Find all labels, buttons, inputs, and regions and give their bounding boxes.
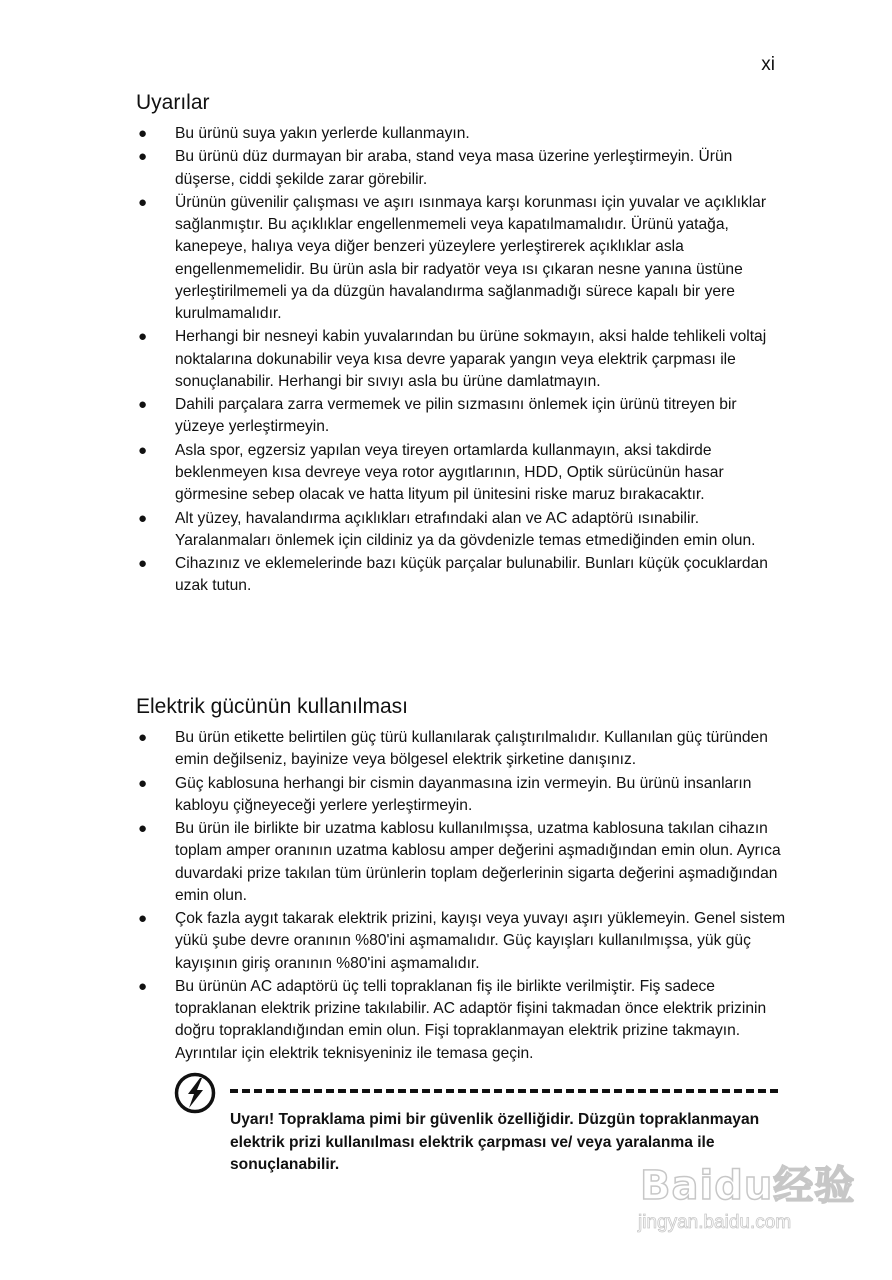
baidu-watermark <box>634 1148 864 1252</box>
list-item <box>136 773 786 817</box>
list-item-text: Bu ürünün AC adaptörü üç telli topraklanan fiş ile birlikte verilmiştir. Fiş sadece topraklanan elektrik prizine takılabilir. AC adaptör fişini takmadan önce elektrik prizinin doğru topraklandığından emin olun. Fişi topraklanmayan elektrik prizine takmayın. Ayrıntılar için elektrik teknisyeniniz ile temasa geçin. <box>175 977 767 1062</box>
list-item <box>136 326 786 393</box>
list-item <box>136 394 786 438</box>
bullet-icon: ● <box>138 148 148 166</box>
list-item <box>136 146 786 190</box>
section-warnings <box>136 90 786 599</box>
bullet-icon: ● <box>138 328 148 346</box>
section-title-electric-power: Elektrik gücünün kullanılması <box>136 695 408 718</box>
bullet-icon: ● <box>138 125 148 142</box>
list-item <box>136 508 786 552</box>
list-item-text: Bu ürün etikette belirtilen güç türü kullanılarak çalıştırılmalıdır. Kullanılan güç türünden emin değilseniz, bayinize veya bölgesel elektrik şirketine danışınız. <box>175 729 768 769</box>
list-item-text: Bu ürün ile birlikte bir uzatma kablosu kullanılmışsa, uzatma kablosuna takılan cihazın toplam amper oranının uzatma kablosu amper değerini aşmadığından emin olun. Ayrıca duvardaki prize takılan tüm ürünlerin toplam değerlerinin sigarta değerini aşmadığından emin olun. <box>175 820 781 904</box>
list-item-text: Dahili parçalara zarra vermemek ve pilin sızmasını önlemek için ürünü titreyen bir yüzeye yerleştirmeyin. <box>175 396 737 436</box>
warning-text: Uyarı! Topraklama pimi bir güvenlik özelliğidir. Düzgün topraklanmayan elektrik prizi kullanılması elektrik çarpması ve/ veya yaralanma ile sonuçlanabilir. <box>230 1111 760 1173</box>
bullet-icon: ● <box>138 729 148 746</box>
section-title-warnings: Uyarılar <box>136 91 210 114</box>
watermark-url: jingyan.baidu.com <box>638 1212 792 1233</box>
warning-divider <box>230 1089 778 1093</box>
list-item-text: Herhangi bir nesneyi kabin yuvalarından bu ürüne sokmayın, aksi halde tehlikeli voltaj noktalarına dokunabilir veya kısa devre yaparak yangın veya elektrik çarpması ile sonuçlanabilir. Herhangi bir sıvıyı asla bu ürüne damlatmayın. <box>175 328 767 390</box>
bullet-icon: ● <box>138 910 148 928</box>
section-electric-power <box>136 694 786 1066</box>
list-item <box>136 976 786 1065</box>
bullet-icon: ● <box>138 441 148 459</box>
list-item <box>136 123 786 145</box>
electric-shock-warning-icon <box>174 1072 216 1114</box>
list-item-text: Ürünün güvenilir çalışması ve aşırı ısınmaya karşı korunması için yuvalar ve açıklıklar sağlanmıştır. Bu açıklıklar engellenmemeli veya kapatılmamalıdır. Ürünü yatağa, kanepeye, halıya veya diğer benzeri yüzeylere yerleştirerek açıklıklar asla engellenmemelidir. Bu ürün asla bir radyatör veya ısı çıkaran nesne yanına üstüne yerleştirilmemeli ya da düzgün havalandırma sağlanmadığı sürece kapalı bir yere kurulmamalıdır. <box>175 193 767 322</box>
list-item <box>136 553 786 597</box>
bullet-icon: ● <box>138 396 148 414</box>
electric-power-list <box>136 727 786 1065</box>
list-item-text: Bu ürünü suya yakın yerlerde kullanmayın. <box>175 125 470 142</box>
bullet-icon: ● <box>138 509 148 527</box>
bullet-icon: ● <box>138 774 148 792</box>
list-item-text: Güç kablosuna herhangi bir cismin dayanmasına izin vermeyin. Bu ürünü insanların kabloyu çiğneyeceği yerlere yerleştirmeyin. <box>175 774 752 814</box>
bullet-icon: ● <box>138 555 148 573</box>
list-item-text: Bu ürünü düz durmayan bir araba, stand veya masa üzerine yerleştirmeyin. Ürün düşerse, ciddi şekilde zarar görebilir. <box>175 148 733 188</box>
list-item-text: Çok fazla aygıt takarak elektrik prizini, kayışı veya yuvayı aşırı yüklemeyin. Genel sistem yükü şube devre oranının %80'ini aşmamalıdır. Güç kayışları kullanılmışsa, yük güç kayışının giriş oranının %80'ini aşmamalıdır. <box>175 910 786 972</box>
list-item <box>136 192 786 325</box>
list-item-text: Alt yüzey, havalandırma açıklıkları etrafındaki alan ve AC adaptörü ısınabilir. Yaralanmaları önlemek için cildiniz ya da gövdenizle temas etmediğinden emin olun. <box>175 509 756 549</box>
list-item-text: Cihazınız ve eklemelerinde bazı küçük parçalar bulunabilir. Bunları küçük çocuklardan uzak tutun. <box>175 555 768 595</box>
list-item <box>136 818 786 907</box>
list-item <box>136 908 786 975</box>
list-item <box>136 727 786 771</box>
watermark-logo-text: Baidu经验 <box>640 1163 856 1209</box>
list-item <box>136 440 786 507</box>
bullet-icon: ● <box>138 193 148 211</box>
bullet-icon: ● <box>138 820 148 838</box>
warnings-list <box>136 123 786 598</box>
bullet-icon: ● <box>138 977 148 995</box>
page-number: xi <box>761 54 775 75</box>
list-item-text: Asla spor, egzersiz yapılan veya tireyen ortamlarda kullanmayın, aksi takdirde beklenmeyen kısa devreye veya rotor aygıtlarının, HDD, Optik sürücünün hasar görmesine sebep olacak ve hatta lityum pil ünitesini riske maruz bırakacaktır. <box>175 441 724 504</box>
